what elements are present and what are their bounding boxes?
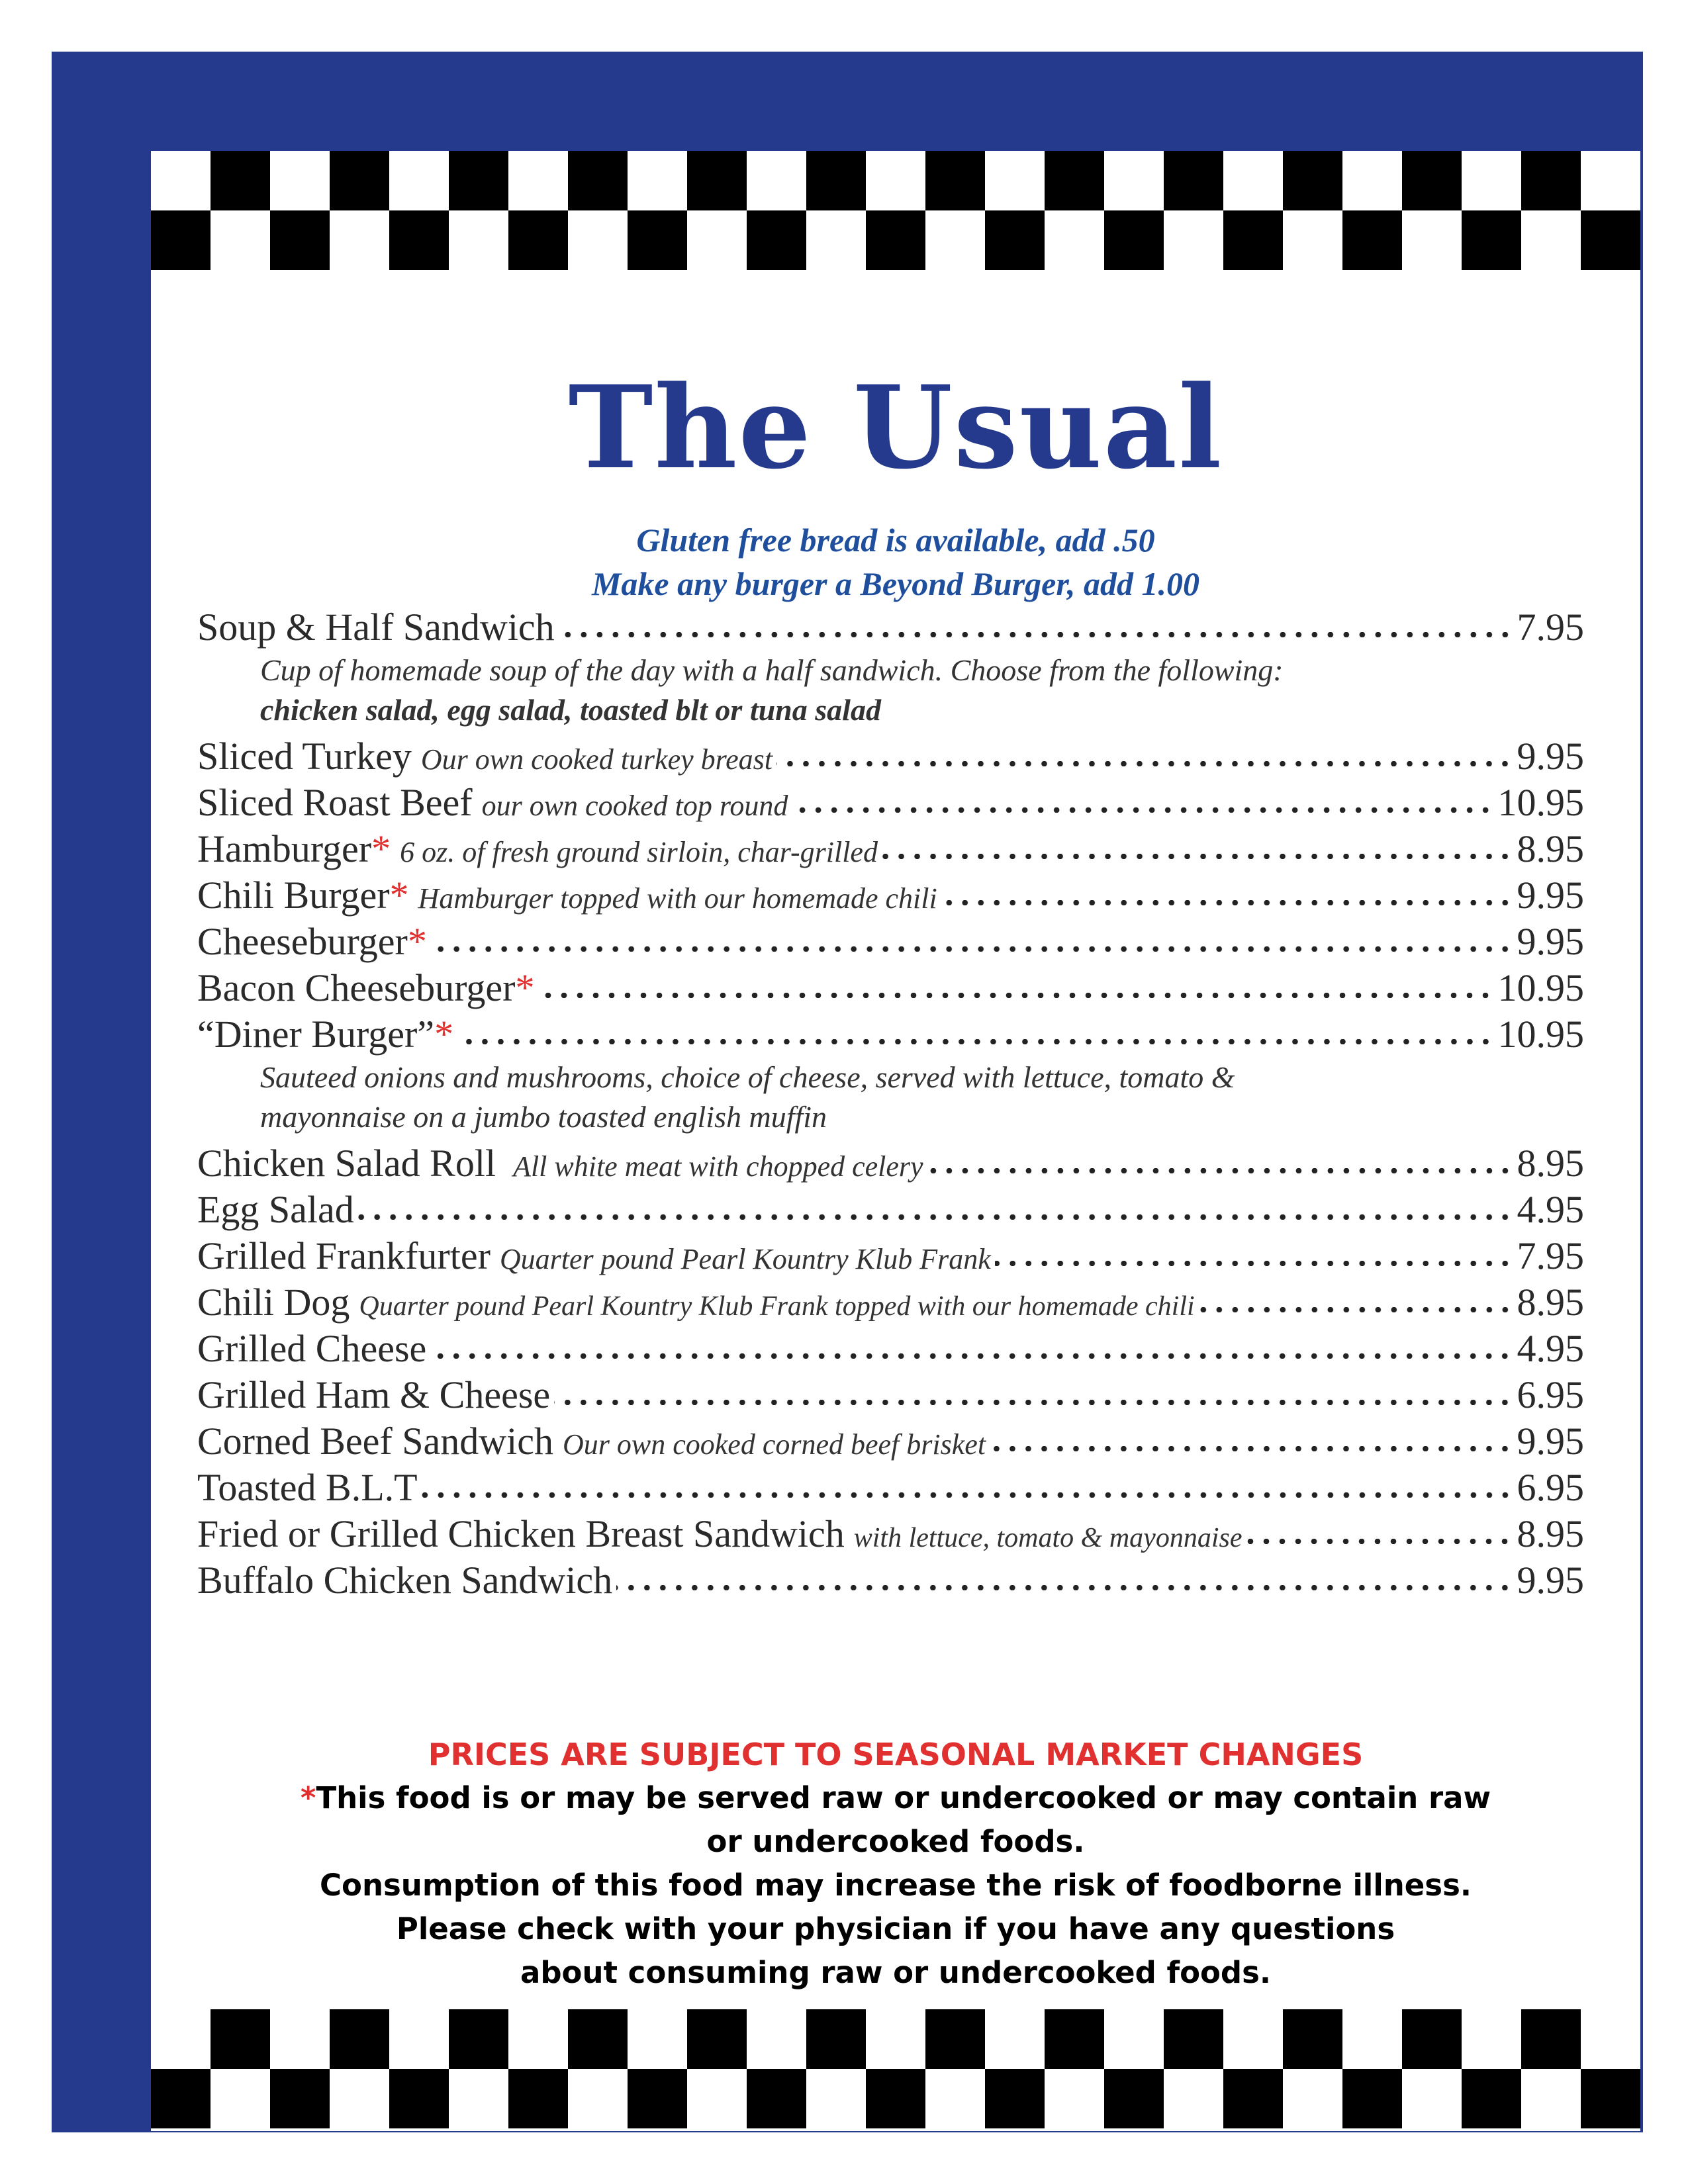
item-name: Chili Dog (197, 1281, 350, 1324)
item-price: 6.95 (1517, 1373, 1584, 1416)
dot-leader (559, 632, 1513, 637)
item-name: Soup & Half Sandwich (197, 606, 555, 649)
item-description (197, 651, 1584, 730)
menu-item (197, 780, 1584, 826)
item-name: Sliced Roast Beef (197, 781, 473, 824)
item-description: our own cooked top round (481, 790, 788, 822)
menu-border (52, 52, 1643, 2132)
dot-leader (554, 1400, 1513, 1405)
dot-leader (995, 1261, 1513, 1266)
item-price: 10.95 (1497, 1013, 1584, 1056)
menu-item (197, 872, 1584, 919)
item-name: Sliced Turkey (197, 735, 412, 778)
dot-leader (941, 900, 1513, 905)
price-change-notice: PRICES ARE SUBJECT TO SEASONAL MARKET CHANGES (428, 1737, 1364, 1772)
menu-title: The Usual (568, 360, 1223, 494)
item-price: 7.95 (1517, 606, 1584, 649)
description-line: chicken salad, egg salad, toasted blt or tuna salad (260, 693, 881, 727)
item-name: Chili Burger (197, 874, 390, 917)
item-name: Corned Beef Sandwich (197, 1420, 553, 1463)
raw-warning-asterisk: * (389, 874, 409, 917)
checkered-band-top (151, 151, 1640, 270)
disclaimer-line: Please check with your physician if you have any questions (396, 1911, 1395, 1946)
item-name: Buffalo Chicken Sandwich (197, 1559, 613, 1602)
item-description: with lettuce, tomato & mayonnaise (853, 1523, 1243, 1553)
menu-item (197, 1326, 1584, 1372)
disclaimer-line: about consuming raw or undercooked foods. (520, 1955, 1272, 1990)
menu-notes (151, 518, 1640, 606)
disclaimer-line: Consumption of this food may increase the risk of foodborne illness. (320, 1868, 1472, 1903)
menu-panel (151, 151, 1640, 2131)
menu-item (197, 965, 1584, 1011)
item-name: Cheeseburger (197, 920, 408, 963)
item-price: 10.95 (1497, 781, 1584, 824)
item-name: Grilled Cheese (197, 1327, 427, 1370)
disclaimer-text: This food is or may be served raw or undercooked or may contain raw (316, 1780, 1491, 1815)
dot-leader (927, 1168, 1513, 1173)
item-description: Hamburger topped with our homemade chili (418, 882, 937, 915)
item-price: 8.95 (1517, 1512, 1584, 1555)
item-price: 4.95 (1517, 1188, 1584, 1231)
menu-item (197, 1011, 1584, 1058)
beyond-burger-note: Make any burger a Beyond Burger, add 1.00 (591, 565, 1200, 602)
disclaimer-line (151, 1776, 1640, 1820)
item-price: 10.95 (1497, 966, 1584, 1009)
dot-leader (358, 1214, 1513, 1220)
item-description: Our own cooked corned beef brisket (562, 1428, 986, 1461)
menu-item (197, 919, 1584, 965)
checkered-band-bottom (151, 2009, 1640, 2128)
menu-item (197, 1187, 1584, 1233)
dot-leader (431, 946, 1513, 952)
item-name: Chicken Salad Roll (197, 1142, 496, 1185)
item-description: All white meat with chopped celery (513, 1150, 923, 1183)
item-price: 9.95 (1517, 1559, 1584, 1602)
raw-warning-asterisk: * (515, 966, 535, 1009)
dot-leader (457, 1039, 1493, 1044)
item-price: 9.95 (1517, 1420, 1584, 1463)
item-name: Grilled Ham & Cheese (197, 1373, 551, 1416)
item-price: 7.95 (1517, 1234, 1584, 1277)
item-description: 6 oz. of fresh ground sirloin, char-grilled (400, 836, 878, 868)
item-price: 9.95 (1517, 735, 1584, 778)
item-price: 4.95 (1517, 1327, 1584, 1370)
item-description (197, 1058, 1584, 1137)
menu-item (197, 1465, 1584, 1511)
dot-leader (616, 1585, 1513, 1590)
item-name: Hamburger (197, 827, 372, 870)
dot-leader (430, 1353, 1513, 1359)
item-description: Quarter pound Pearl Kountry Klub Frank (499, 1243, 991, 1275)
dot-leader (422, 1492, 1513, 1498)
dot-leader (1246, 1539, 1513, 1544)
dot-leader (792, 807, 1493, 813)
menu-item (197, 1279, 1584, 1326)
menu-item (197, 826, 1584, 872)
menu-list (197, 604, 1584, 1604)
menu-item (197, 1233, 1584, 1279)
menu-item (197, 1557, 1584, 1604)
description-line: mayonnaise on a jumbo toasted english muffin (260, 1100, 827, 1134)
item-price: 8.95 (1517, 1142, 1584, 1185)
item-name: Bacon Cheeseburger (197, 966, 516, 1009)
description-line: Cup of homemade soup of the day with a half sandwich. Choose from the following: (260, 653, 1284, 687)
menu-item (197, 1511, 1584, 1557)
dot-leader (882, 854, 1513, 859)
item-description: Our own cooked turkey breast (420, 743, 773, 776)
disclaimer-line: or undercooked foods. (706, 1824, 1085, 1859)
item-price: 8.95 (1517, 1281, 1584, 1324)
raw-warning-asterisk: * (434, 1013, 454, 1056)
dot-leader (1199, 1307, 1513, 1312)
raw-warning-asterisk: * (371, 827, 391, 870)
dot-leader (776, 761, 1513, 766)
menu-item (197, 1372, 1584, 1418)
item-price: 9.95 (1517, 920, 1584, 963)
menu-item (197, 604, 1584, 651)
menu-item (197, 733, 1584, 780)
menu-item (197, 1140, 1584, 1187)
item-name: “Diner Burger” (197, 1013, 435, 1056)
disclaimer (151, 1733, 1640, 1995)
raw-warning-asterisk: * (407, 920, 427, 963)
item-name: Grilled Frankfurter (197, 1234, 491, 1277)
item-name: Toasted B.L.T (197, 1466, 418, 1509)
item-name: Egg Salad (197, 1188, 354, 1231)
item-price: 6.95 (1517, 1466, 1584, 1509)
menu-item (197, 1418, 1584, 1465)
raw-warning-asterisk: * (300, 1780, 316, 1815)
description-line: Sauteed onions and mushrooms, choice of cheese, served with lettuce, tomato & (260, 1060, 1235, 1094)
dot-leader (990, 1446, 1513, 1451)
item-price: 9.95 (1517, 874, 1584, 917)
dot-leader (538, 993, 1493, 998)
item-name: Fried or Grilled Chicken Breast Sandwich (197, 1512, 845, 1555)
item-description: Quarter pound Pearl Kountry Klub Frank topped with our homemade chili (359, 1291, 1195, 1322)
gluten-free-note: Gluten free bread is available, add .50 (636, 522, 1155, 559)
item-price: 8.95 (1517, 827, 1584, 870)
